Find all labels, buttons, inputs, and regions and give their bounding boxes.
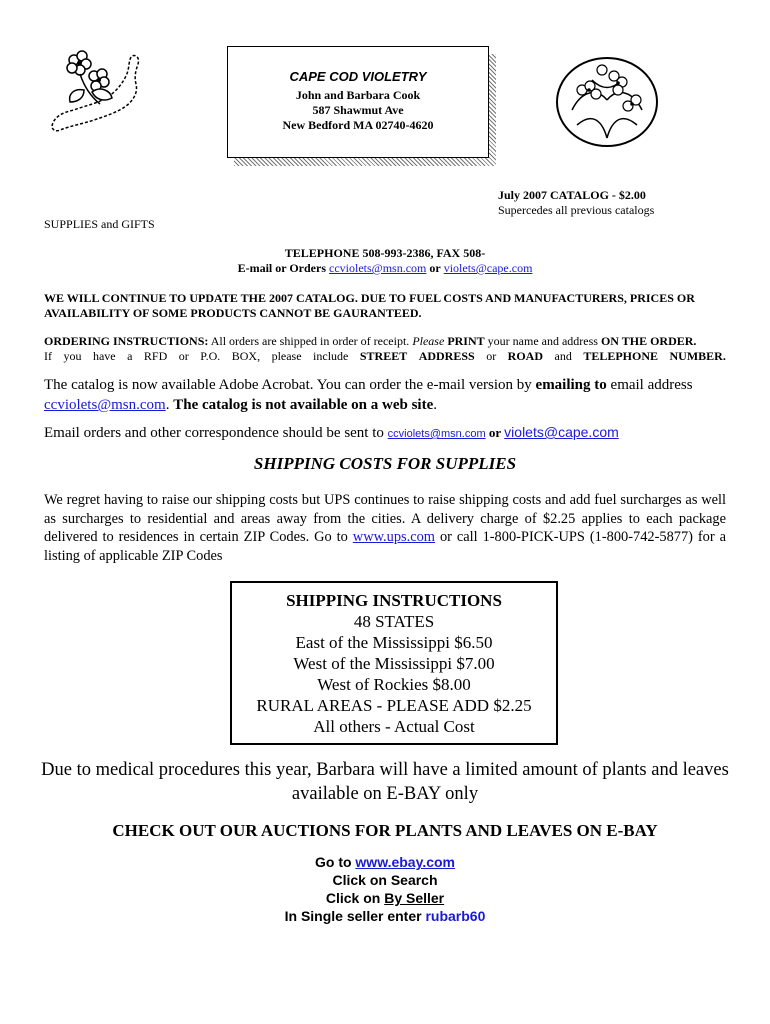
shipping-instructions-box — [230, 581, 558, 745]
cape-cod-flower-logo — [44, 46, 154, 136]
violet-plant-logo — [552, 50, 662, 150]
ebay-click-on: Click on — [325, 890, 385, 906]
ordering-word: If — [44, 349, 52, 363]
ordering-label: ORDERING INSTRUCTIONS: — [44, 334, 209, 348]
ebay-instructions — [0, 853, 770, 925]
acrobat-text-3: . — [165, 397, 174, 413]
shipping-box-title: SHIPPING INSTRUCTIONS — [286, 591, 502, 610]
ebay-seller-id: rubarb60 — [425, 908, 486, 924]
shipping-box-line: West of Rockies $8.00 — [317, 675, 471, 694]
correspondence-email-1[interactable]: ccviolets@msn.com — [387, 428, 486, 440]
ebay-search-step: Click on Search — [332, 872, 438, 888]
correspondence-line — [44, 424, 726, 442]
shipping-text-1: We regret having to raise our shipping costs but UPS continues to raise shipping costs and add fuel surcharges as well as surcharges to residential and areas away from the cities. A delivery charge of $2.25 applies to each package delivered to residences in certain ZIP Codes. Go to — [44, 492, 726, 545]
shipping-text-2: or call 1-800-PICK-UPS (1-800-742-5877) for a listing of applicable ZIP Codes — [44, 529, 726, 564]
auction-heading: CHECK OUT OUR AUCTIONS FOR PLANTS AND LEAVES ON E-BAY — [112, 821, 658, 840]
header-box — [227, 46, 489, 158]
shipping-box-line: West of the Mississippi $7.00 — [293, 654, 495, 673]
ordering-word: ROAD — [507, 349, 544, 363]
medical-note: Due to medical procedures this year, Barbara will have a limited amount of plants and leaves available on E-BAY only — [41, 760, 729, 804]
ebay-go-to: Go to — [314, 854, 356, 870]
ordering-word: NUMBER. — [669, 349, 726, 363]
ebay-link[interactable]: www.ebay.com — [355, 854, 456, 870]
ordering-word: or — [486, 349, 497, 363]
city-address: New Bedford MA 02740-4620 — [282, 118, 434, 132]
ebay-single-seller: In Single seller enter — [284, 908, 426, 924]
acrobat-email-link[interactable]: ccviolets@msn.com — [44, 397, 166, 413]
correspondence-email-2[interactable]: violets@cape.com — [504, 424, 619, 440]
category-label: SUPPLIES and GIFTS — [44, 217, 155, 231]
ordering-line-2 — [44, 349, 726, 364]
shipping-box-line: RURAL AREAS - PLEASE ADD $2.25 — [256, 696, 532, 715]
ordering-word: TELEPHONE — [583, 349, 658, 363]
acrobat-end: . — [433, 397, 437, 413]
ordering-please: Please — [412, 334, 445, 348]
shipping-paragraph — [44, 491, 726, 565]
acrobat-paragraph — [44, 375, 726, 415]
shipping-box-line: 48 STATES — [353, 612, 435, 631]
ordering-print: PRINT — [444, 334, 485, 348]
update-notice: WE WILL CONTINUE TO UPDATE THE 2007 CATALOG. DUE TO FUEL COSTS AND MANUFACTURERS, PRICES OR AVAILABILITY OF SOME PRODUCTS CANNOT BE GAURANTEED. — [44, 291, 695, 320]
acrobat-text-2: email address — [606, 377, 693, 393]
acrobat-not-web: The catalog is not available on a web site — [173, 397, 434, 413]
ordering-word: P.O. — [200, 349, 221, 363]
email-prefix: E-mail or Orders — [237, 261, 327, 275]
ordering-text-1: All orders are shipped in order of receipt. — [208, 334, 413, 348]
ordering-word: ADDRESS — [418, 349, 475, 363]
ordering-word: and — [554, 349, 572, 363]
correspondence-text: Email orders and other correspondence should be sent to — [44, 425, 388, 441]
acrobat-emailing-to: emailing to — [535, 377, 607, 393]
ordering-word: include — [313, 349, 349, 363]
correspondence-or: or — [485, 425, 505, 440]
ordering-word: have — [92, 349, 116, 363]
ordering-text-2: your name and address — [484, 334, 601, 348]
catalog-edition — [498, 188, 654, 218]
acrobat-text-1: The catalog is now available Adobe Acrobat. You can order the e-mail version by — [44, 377, 536, 393]
ups-link[interactable]: www.ups.com — [352, 529, 436, 545]
ordering-word: please — [271, 349, 302, 363]
email-link-1[interactable]: ccviolets@msn.com — [329, 261, 427, 275]
phone-line: TELEPHONE 508-993-2386, FAX 508- — [284, 246, 486, 260]
shipping-box-line: East of the Mississippi $6.50 — [295, 633, 493, 652]
ordering-instructions — [44, 334, 726, 364]
street-address: 587 Shawmut Ave — [312, 103, 404, 117]
shipping-costs-heading: SHIPPING COSTS FOR SUPPLIES — [253, 454, 517, 473]
company-name: CAPE COD VIOLETRY — [289, 69, 427, 84]
ordering-word: a — [127, 349, 133, 363]
ebay-by-seller: By Seller — [384, 890, 445, 906]
ordering-word: or — [178, 349, 189, 363]
contact-block — [44, 246, 726, 276]
owners: John and Barbara Cook — [295, 88, 421, 102]
ordering-word: BOX, — [231, 349, 261, 363]
ordering-word: RFD — [143, 349, 168, 363]
email-or: or — [429, 261, 441, 275]
email-link-2[interactable]: violets@cape.com — [443, 261, 533, 275]
catalog-supersedes: Supercedes all previous catalogs — [498, 203, 655, 217]
shipping-box-line: All others - Actual Cost — [313, 717, 475, 736]
ordering-word: STREET — [359, 349, 408, 363]
ordering-word: you — [63, 349, 82, 363]
ordering-on-order: ON THE ORDER. — [600, 334, 697, 348]
catalog-edition-title: July 2007 CATALOG - $2.00 — [498, 188, 646, 202]
